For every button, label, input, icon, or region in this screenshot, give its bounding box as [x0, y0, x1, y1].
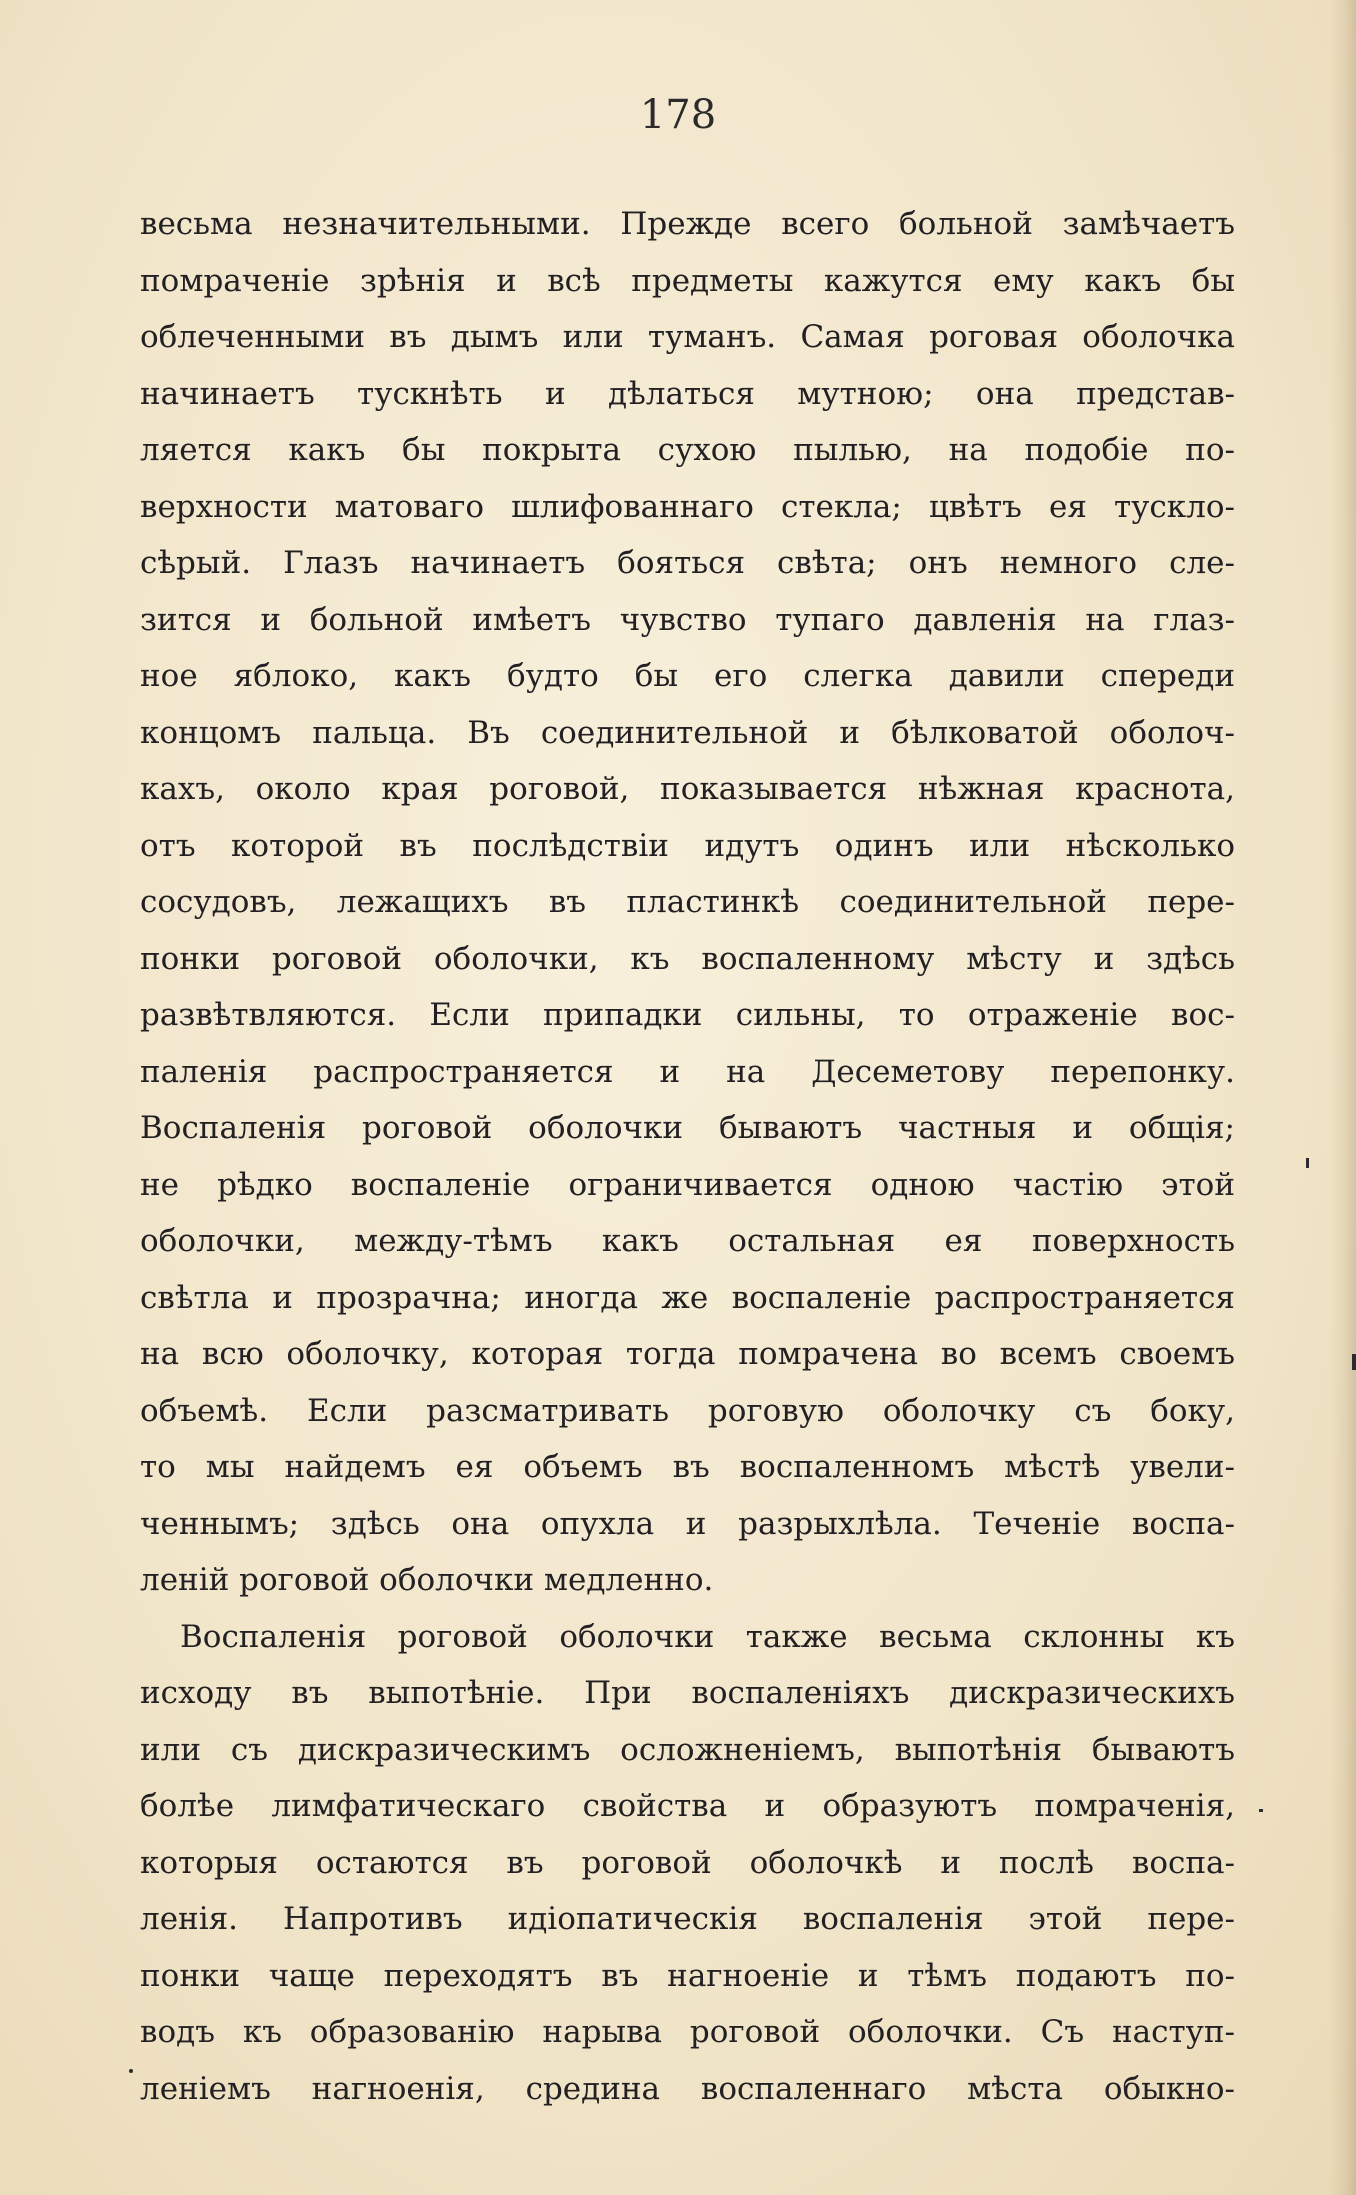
text-line: кахъ, около края роговой, показывается нѣжная краснота, [140, 771, 1235, 807]
text-line: которыя остаются въ роговой оболочкѣ и послѣ воспа- [140, 1844, 1235, 1881]
margin-speck [129, 2069, 133, 2073]
text-line: леніемъ нагноенія, средина воспаленнаго мѣста обыкно- [140, 2070, 1235, 2107]
text-line: концомъ пальца. Въ соединительной и бѣлковатой оболоч- [140, 714, 1235, 751]
text-line: понки роговой оболочки, къ воспаленному мѣсту и здѣсь [140, 940, 1235, 977]
text-line: ченнымъ; здѣсь она опухла и разрыхлѣла. Теченіе воспа- [140, 1505, 1235, 1542]
text-line: болѣе лимфатическаго свойства и образуютъ помраченія, [140, 1788, 1235, 1824]
text-line: весьма незначительными. Прежде всего больной замѣчаетъ [140, 206, 1235, 242]
text-line: Воспаленія роговой оболочки бываютъ частныя и общія; [140, 1110, 1235, 1146]
page-number: 178 [639, 92, 717, 138]
margin-speck [1259, 1809, 1263, 1812]
text-line: водъ къ образованію нарыва роговой оболочки. Съ наступ- [140, 2014, 1235, 2050]
margin-speck [1352, 1354, 1356, 1370]
text-line: развѣтвляются. Если припадки сильны, то отраженіе вос- [140, 997, 1235, 1033]
text-line: ленія. Напротивъ идіопатическія воспаленія этой пере- [140, 1901, 1235, 1937]
text-line: объемѣ. Если разсматривать роговую оболочку съ боку, [140, 1392, 1235, 1429]
margin-speck [1306, 1158, 1309, 1168]
text-line: сосудовъ, лежащихъ въ пластинкѣ соединительной пере- [140, 884, 1235, 920]
text-line: облеченными въ дымъ или туманъ. Самая роговая оболочка [140, 319, 1235, 355]
text-line: верхности матоваго шлифованнаго стекла; цвѣтъ ея тускло- [140, 488, 1235, 525]
text-line: понки чаще переходятъ въ нагноеніе и тѣмъ подаютъ по- [140, 1957, 1235, 1994]
text-line: сѣрый. Глазъ начинаетъ бояться свѣта; онъ немного сле- [140, 545, 1235, 581]
text-line: исходу въ выпотѣніе. При воспаленіяхъ дискразическихъ [140, 1675, 1235, 1711]
text-line: ляется какъ бы покрыта сухою пылью, на подобіе по- [140, 432, 1235, 468]
text-line: оболочки, между-тѣмъ какъ остальная ея поверхность [140, 1223, 1235, 1259]
body-text [140, 196, 1235, 2117]
text-line: начинаетъ тускнѣть и дѣлаться мутною; она представ- [140, 375, 1235, 412]
text-line: то мы найдемъ ея объемъ въ воспаленномъ мѣстѣ увели- [140, 1449, 1235, 1485]
text-line: ное яблоко, какъ будто бы его слегка давили спереди [140, 658, 1235, 694]
text-line: свѣтла и прозрачна; иногда же воспаленіе распространяется [140, 1279, 1235, 1316]
text-line: зится и больной имѣетъ чувство тупаго давленія на глаз- [140, 601, 1235, 638]
text-line: на всю оболочку, которая тогда помрачена во всемъ своемъ [140, 1336, 1235, 1372]
text-line: или съ дискразическимъ осложненіемъ, выпотѣнія бываютъ [140, 1731, 1235, 1768]
text-line: Воспаленія роговой оболочки также весьма склонны къ [180, 1618, 1235, 1655]
text-line: помраченіе зрѣнія и всѣ предметы кажутся ему какъ бы [140, 262, 1235, 299]
text-line: отъ которой въ послѣдствіи идутъ одинъ или нѣсколько [140, 827, 1235, 864]
text-line: паленія распространяется и на Десеметову перепонку. [140, 1053, 1235, 1090]
page-edge-shadow [1330, 0, 1356, 2195]
text-line: леній роговой оболочки медленно. [140, 1562, 714, 1598]
text-line: не рѣдко воспаленіе ограничивается одною частію этой [140, 1166, 1235, 1203]
